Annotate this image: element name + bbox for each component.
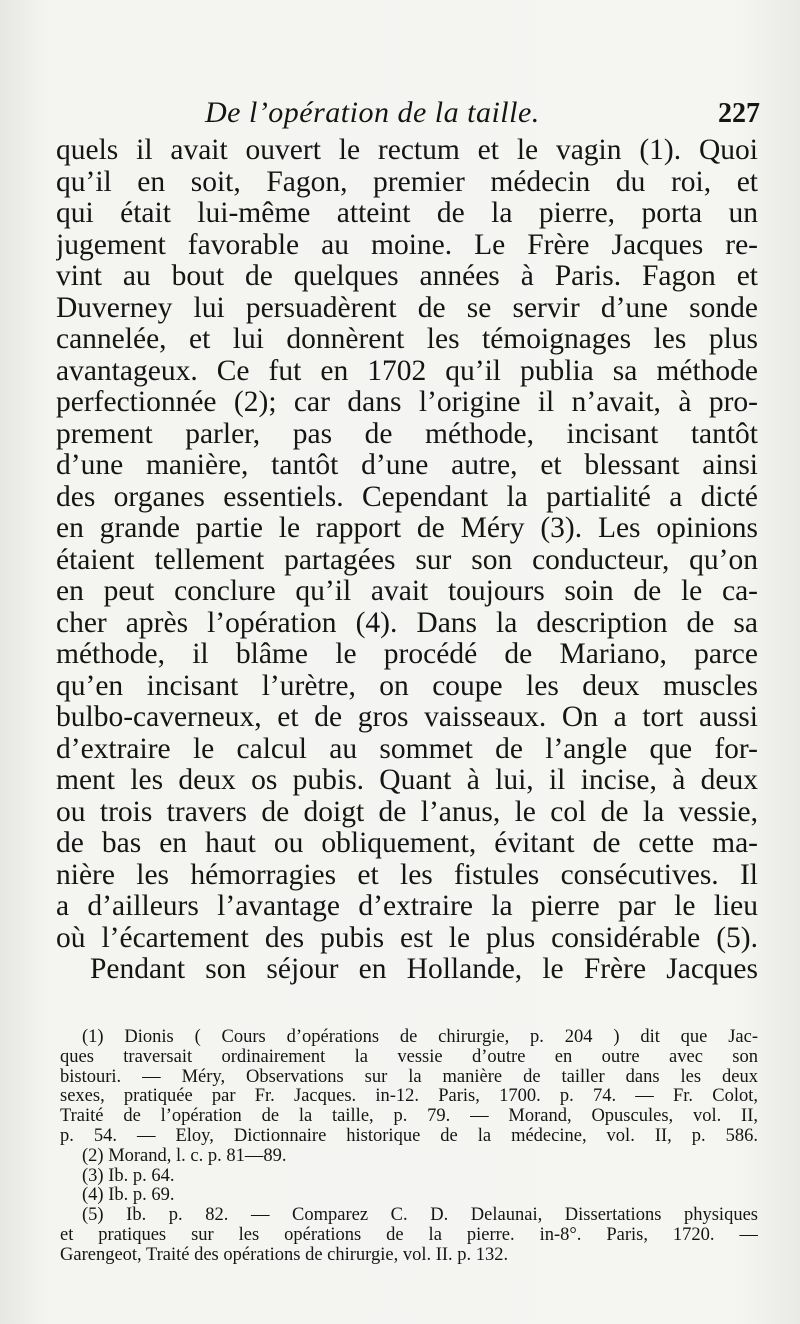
text-line: des organes essentiels. Cependant la partialité a dicté bbox=[56, 481, 758, 513]
text-line: cannelée, et lui donnèrent les témoignages les plus bbox=[56, 324, 758, 355]
text-line: d’une manière, tantôt d’une autre, et blessant ainsi bbox=[56, 450, 758, 481]
footnote-line: p. 54. — Eloy, Dictionnaire historique de la médecine, vol. II, p. 586. bbox=[60, 1126, 758, 1146]
text-line: ou trois travers de doigt de l’anus, le col de la vessie, bbox=[56, 796, 758, 828]
text-line: Pendant son séjour en Hollande, le Frère Jacques bbox=[90, 954, 758, 985]
footnote-line: et pratiques sur les opérations de la pierre. in-8°. Paris, 1720. — bbox=[60, 1225, 758, 1245]
text-line: de bas en haut ou obliquement, évitant de cette ma- bbox=[56, 828, 758, 859]
footnote-line: ques traversait ordinairement la vessie d’outre en outre avec son bbox=[60, 1047, 758, 1067]
text-line: quels il avait ouvert le rectum et le vagin (1). Quoi bbox=[56, 135, 758, 166]
footnote-line: bistouri. — Méry, Observations sur la manière de tailler dans les deux bbox=[60, 1067, 758, 1087]
page-number: 227 bbox=[718, 98, 760, 129]
main-text bbox=[56, 135, 758, 986]
text-line: en peut conclure qu’il avait toujours soin de le ca- bbox=[56, 576, 758, 607]
text-line: cher après l’opération (4). Dans la description de sa bbox=[56, 607, 758, 639]
footnote-line: sexes, pratiquée par Fr. Jacques. in-12. Paris, 1700. p. 74. — Fr. Colot, bbox=[60, 1087, 758, 1107]
footnote-line: (5) Ib. p. 82. — Comparez C. D. Delaunai, Dissertations physiques bbox=[82, 1206, 758, 1226]
text-line: nière les hémorragies et les fistules consécutives. Il bbox=[56, 859, 758, 891]
text-line: ment les deux os pubis. Quant à lui, il incise, à deux bbox=[56, 765, 758, 796]
text-line: qui était lui-même atteint de la pierre, porta un bbox=[56, 198, 758, 229]
text-line: méthode, il blâme le procédé de Mariano, parce bbox=[56, 639, 758, 670]
text-line: Duverney lui persuadèrent de se servir d’une sonde bbox=[56, 292, 758, 324]
running-title: De l’opération de la taille. bbox=[205, 96, 540, 129]
footnote-line: Traité de l’opération de la taille, p. 79. — Morand, Opuscules, vol. II, bbox=[60, 1107, 758, 1127]
footnote-line: (4) Ib. p. 69. bbox=[82, 1186, 175, 1206]
text-line: où l’écartement des pubis est le plus considérable (5). bbox=[56, 922, 758, 954]
text-line: vint au bout de quelques années à Paris. Fagon et bbox=[56, 261, 758, 292]
text-line: étaient tellement partagées sur son conducteur, qu’on bbox=[56, 544, 758, 576]
text-line: a d’ailleurs l’avantage d’extraire la pierre par le lieu bbox=[56, 891, 758, 922]
footnote-line: (2) Morand, l. c. p. 81—89. bbox=[82, 1146, 287, 1166]
page-header bbox=[60, 96, 760, 136]
text-line: d’extraire le calcul au sommet de l’angle que for- bbox=[56, 733, 758, 765]
footnote-line: (3) Ib. p. 64. bbox=[82, 1166, 175, 1186]
text-line: en grande partie le rapport de Méry (3). Les opinions bbox=[56, 513, 758, 544]
footnote-line: (1) Dionis ( Cours d’opérations de chirurgie, p. 204 ) dit que Jac- bbox=[82, 1028, 758, 1047]
text-line: perfectionnée (2); car dans l’origine il n’avait, à pro- bbox=[56, 387, 758, 418]
text-line: qu’il en soit, Fagon, premier médecin du roi, et bbox=[56, 166, 758, 198]
text-line: bulbo-caverneux, et de gros vaisseaux. On a tort aussi bbox=[56, 702, 758, 733]
text-line: prement parler, pas de méthode, incisant tantôt bbox=[56, 418, 758, 450]
footnotes bbox=[60, 1028, 758, 1266]
footnote-line: Garengeot, Traité des opérations de chirurgie, vol. II. p. 132. bbox=[60, 1245, 509, 1265]
text-line: qu’en incisant l’urètre, on coupe les deux muscles bbox=[56, 670, 758, 702]
text-line: avantageux. Ce fut en 1702 qu’il publia sa méthode bbox=[56, 355, 758, 387]
text-line: jugement favorable au moine. Le Frère Jacques re- bbox=[56, 229, 758, 261]
